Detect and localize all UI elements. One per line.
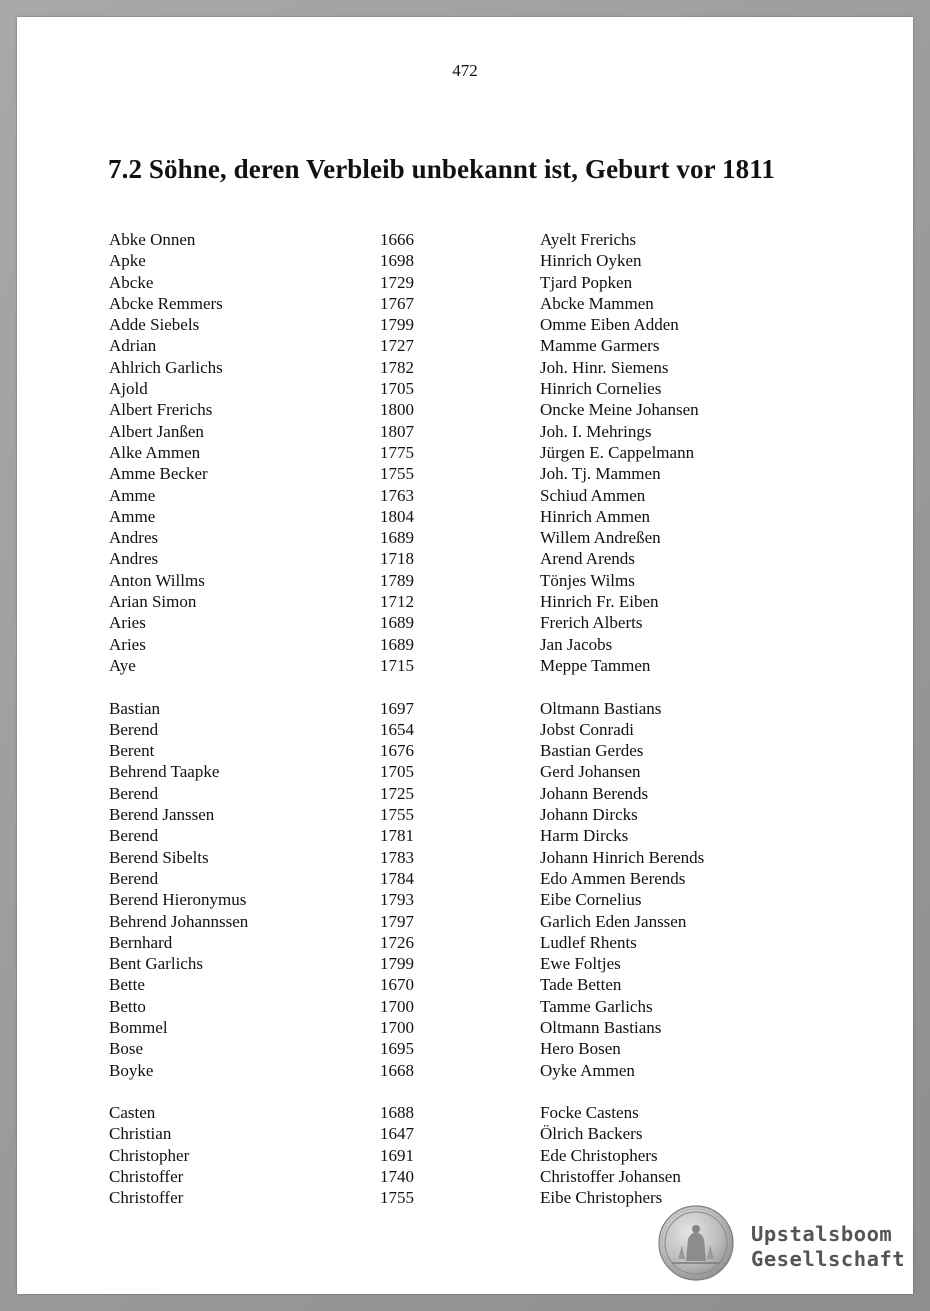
birth-year: 1755 xyxy=(380,805,414,825)
birth-year: 1782 xyxy=(380,357,414,377)
father-name: Tamme Garlichs xyxy=(540,996,653,1016)
list-item xyxy=(0,229,930,250)
son-name: Boyke xyxy=(109,1060,154,1080)
list-item xyxy=(0,272,930,293)
entries-list xyxy=(0,229,930,1230)
birth-year: 1647 xyxy=(380,1124,414,1144)
son-name: Berend Hieronymus xyxy=(109,890,247,910)
list-item xyxy=(0,612,930,633)
son-name: Amme xyxy=(109,506,156,526)
son-name: Berend Sibelts xyxy=(109,847,209,867)
list-item xyxy=(0,1145,930,1166)
list-item xyxy=(0,378,930,399)
list-item xyxy=(0,634,930,655)
birth-year: 1712 xyxy=(380,592,414,612)
letter-group xyxy=(0,698,930,1081)
father-name: Hinrich Fr. Eiben xyxy=(540,592,659,612)
father-name: Hero Bosen xyxy=(540,1039,621,1059)
son-name: Berent xyxy=(109,741,155,761)
father-name: Joh. Tj. Mammen xyxy=(540,464,661,484)
list-item xyxy=(0,1166,930,1187)
list-item xyxy=(0,357,930,378)
son-name: Berend xyxy=(109,868,159,888)
birth-year: 1688 xyxy=(380,1103,414,1123)
son-name: Berend xyxy=(109,719,159,739)
birth-year: 1698 xyxy=(380,251,414,271)
father-name: Jan Jacobs xyxy=(540,634,613,654)
list-item xyxy=(0,250,930,271)
list-item xyxy=(0,996,930,1017)
birth-year: 1700 xyxy=(380,996,414,1016)
father-name: Jürgen E. Cappelmann xyxy=(540,442,695,462)
father-name: Ayelt Frerichs xyxy=(540,230,637,249)
list-item xyxy=(0,335,930,356)
father-name: Oncke Meine Johansen xyxy=(540,400,699,420)
father-name: Abcke Mammen xyxy=(540,293,654,313)
seal-medallion-icon xyxy=(658,1205,734,1281)
son-name: Ahlrich Garlichs xyxy=(109,357,223,377)
father-name: Tjard Popken xyxy=(540,272,633,292)
list-item xyxy=(0,591,930,612)
son-name: Arian Simon xyxy=(109,592,197,612)
birth-year: 1695 xyxy=(380,1039,414,1059)
son-name: Amme Becker xyxy=(109,464,208,484)
birth-year: 1726 xyxy=(380,932,414,952)
birth-year: 1804 xyxy=(380,506,414,526)
son-name: Bette xyxy=(109,975,145,995)
son-name: Bommel xyxy=(109,1017,168,1037)
father-name: Bastian Gerdes xyxy=(540,741,644,761)
list-item xyxy=(0,740,930,761)
son-name: Abcke Remmers xyxy=(109,293,223,313)
father-name: Harm Dircks xyxy=(540,826,629,846)
father-name: Eibe Cornelius xyxy=(540,890,642,910)
section-title: 7.2 Söhne, deren Verbleib unbekannt ist, Geburt vor 1811 xyxy=(108,154,775,184)
son-name: Adrian xyxy=(109,336,157,356)
son-name: Abke Onnen xyxy=(109,230,196,249)
birth-year: 1755 xyxy=(380,1188,414,1208)
birth-year: 1783 xyxy=(380,847,414,867)
father-name: Meppe Tammen xyxy=(540,655,651,675)
father-name: Ludlef Rhents xyxy=(540,932,637,952)
birth-year: 1718 xyxy=(380,549,414,569)
list-item xyxy=(0,783,930,804)
birth-year: 1767 xyxy=(380,293,414,313)
list-item xyxy=(0,314,930,335)
birth-year: 1729 xyxy=(380,272,414,292)
son-name: Apke xyxy=(109,251,146,271)
son-name: Christoffer xyxy=(109,1167,184,1187)
son-name: Christopher xyxy=(109,1145,190,1165)
birth-year: 1763 xyxy=(380,485,414,505)
son-name: Berend Janssen xyxy=(109,805,215,825)
birth-year: 1705 xyxy=(380,762,414,782)
list-item xyxy=(0,506,930,527)
son-name: Ajold xyxy=(109,379,148,399)
list-item xyxy=(0,655,930,676)
society-name xyxy=(751,1222,905,1272)
society-name-line2: Gesellschaft xyxy=(751,1247,906,1271)
son-name: Andres xyxy=(109,528,159,548)
father-name: Oltmann Bastians xyxy=(540,698,662,718)
son-name: Aries xyxy=(109,634,146,654)
father-name: Tade Betten xyxy=(540,975,622,995)
son-name: Aye xyxy=(109,655,136,675)
birth-year: 1725 xyxy=(380,783,414,803)
birth-year: 1700 xyxy=(380,1017,414,1037)
birth-year: 1691 xyxy=(380,1145,414,1165)
son-name: Christian xyxy=(109,1124,172,1144)
son-name: Berend xyxy=(109,783,159,803)
list-item xyxy=(0,442,930,463)
father-name: Focke Castens xyxy=(540,1103,639,1123)
father-name: Frerich Alberts xyxy=(540,613,643,633)
society-name-line1: Upstalsboom xyxy=(751,1222,893,1246)
birth-year: 1781 xyxy=(380,826,414,846)
son-name: Abcke xyxy=(109,272,154,292)
list-item xyxy=(0,953,930,974)
list-item xyxy=(0,974,930,995)
list-item xyxy=(0,825,930,846)
society-logo xyxy=(658,1205,904,1281)
birth-year: 1689 xyxy=(380,634,414,654)
father-name: Omme Eiben Adden xyxy=(540,315,679,335)
list-item xyxy=(0,1123,930,1144)
son-name: Behrend Johannssen xyxy=(109,911,249,931)
father-name: Eibe Christophers xyxy=(540,1188,663,1208)
list-item xyxy=(0,527,930,548)
birth-year: 1727 xyxy=(380,336,414,356)
birth-year: 1654 xyxy=(380,719,414,739)
birth-year: 1666 xyxy=(380,230,414,249)
father-name: Schiud Ammen xyxy=(540,485,646,505)
son-name: Bernhard xyxy=(109,932,173,952)
son-name: Bose xyxy=(109,1039,143,1059)
father-name: Hinrich Cornelies xyxy=(540,379,662,399)
birth-year: 1793 xyxy=(380,890,414,910)
son-name: Aries xyxy=(109,613,146,633)
father-name: Oyke Ammen xyxy=(540,1060,635,1080)
letter-group xyxy=(0,229,930,676)
list-item xyxy=(0,293,930,314)
birth-year: 1676 xyxy=(380,741,414,761)
father-name: Ede Christophers xyxy=(540,1145,658,1165)
father-name: Arend Arends xyxy=(540,549,635,569)
birth-year: 1799 xyxy=(380,315,414,335)
father-name: Garlich Eden Janssen xyxy=(540,911,687,931)
list-item xyxy=(0,463,930,484)
son-name: Bent Garlichs xyxy=(109,954,203,974)
list-item xyxy=(0,548,930,569)
list-item xyxy=(0,804,930,825)
son-name: Berend xyxy=(109,826,159,846)
father-name: Tönjes Wilms xyxy=(540,570,635,590)
father-name: Joh. Hinr. Siemens xyxy=(540,357,669,377)
birth-year: 1755 xyxy=(380,464,414,484)
birth-year: 1775 xyxy=(380,442,414,462)
father-name: Hinrich Ammen xyxy=(540,506,651,526)
list-item xyxy=(0,1038,930,1059)
list-item xyxy=(0,421,930,442)
list-item xyxy=(0,698,930,719)
son-name: Betto xyxy=(109,996,146,1016)
father-name: Joh. I. Mehrings xyxy=(540,421,652,441)
birth-year: 1705 xyxy=(380,379,414,399)
list-item xyxy=(0,485,930,506)
son-name: Anton Willms xyxy=(109,570,205,590)
son-name: Casten xyxy=(109,1103,156,1123)
list-item xyxy=(0,911,930,932)
father-name: Hinrich Oyken xyxy=(540,251,642,271)
birth-year: 1740 xyxy=(380,1167,414,1187)
son-name: Albert Janßen xyxy=(109,421,204,441)
list-item xyxy=(0,570,930,591)
list-item xyxy=(0,399,930,420)
page-number: 472 xyxy=(452,61,478,80)
birth-year: 1697 xyxy=(380,698,414,718)
birth-year: 1670 xyxy=(380,975,414,995)
father-name: Johann Berends xyxy=(540,783,649,803)
list-item xyxy=(0,1017,930,1038)
birth-year: 1797 xyxy=(380,911,414,931)
birth-year: 1807 xyxy=(380,421,414,441)
father-name: Gerd Johansen xyxy=(540,762,641,782)
father-name: Johann Hinrich Berends xyxy=(540,847,705,867)
list-item xyxy=(0,719,930,740)
son-name: Christoffer xyxy=(109,1188,184,1208)
birth-year: 1689 xyxy=(380,613,414,633)
son-name: Adde Siebels xyxy=(109,315,200,335)
son-name: Bastian xyxy=(109,698,160,718)
birth-year: 1689 xyxy=(380,528,414,548)
birth-year: 1800 xyxy=(380,400,414,420)
birth-year: 1715 xyxy=(380,655,414,675)
father-name: Mamme Garmers xyxy=(540,336,660,356)
son-name: Albert Frerichs xyxy=(109,400,213,420)
father-name: Willem Andreßen xyxy=(540,528,661,548)
son-name: Andres xyxy=(109,549,159,569)
son-name: Amme xyxy=(109,485,156,505)
birth-year: 1784 xyxy=(380,868,414,888)
list-item xyxy=(0,889,930,910)
father-name: Edo Ammen Berends xyxy=(540,868,686,888)
birth-year: 1789 xyxy=(380,570,414,590)
father-name: Ölrich Backers xyxy=(540,1124,643,1144)
list-item xyxy=(0,847,930,868)
list-item xyxy=(0,1102,930,1123)
son-name: Behrend Taapke xyxy=(109,762,220,782)
list-item xyxy=(0,868,930,889)
list-item xyxy=(0,761,930,782)
father-name: Johann Dircks xyxy=(540,805,638,825)
birth-year: 1799 xyxy=(380,954,414,974)
birth-year: 1668 xyxy=(380,1060,414,1080)
father-name: Oltmann Bastians xyxy=(540,1017,662,1037)
father-name: Christoffer Johansen xyxy=(540,1167,681,1187)
father-name: Jobst Conradi xyxy=(540,719,634,739)
letter-group xyxy=(0,1102,930,1208)
list-item xyxy=(0,1060,930,1081)
son-name: Alke Ammen xyxy=(109,442,201,462)
list-item xyxy=(0,932,930,953)
father-name: Ewe Foltjes xyxy=(540,954,621,974)
